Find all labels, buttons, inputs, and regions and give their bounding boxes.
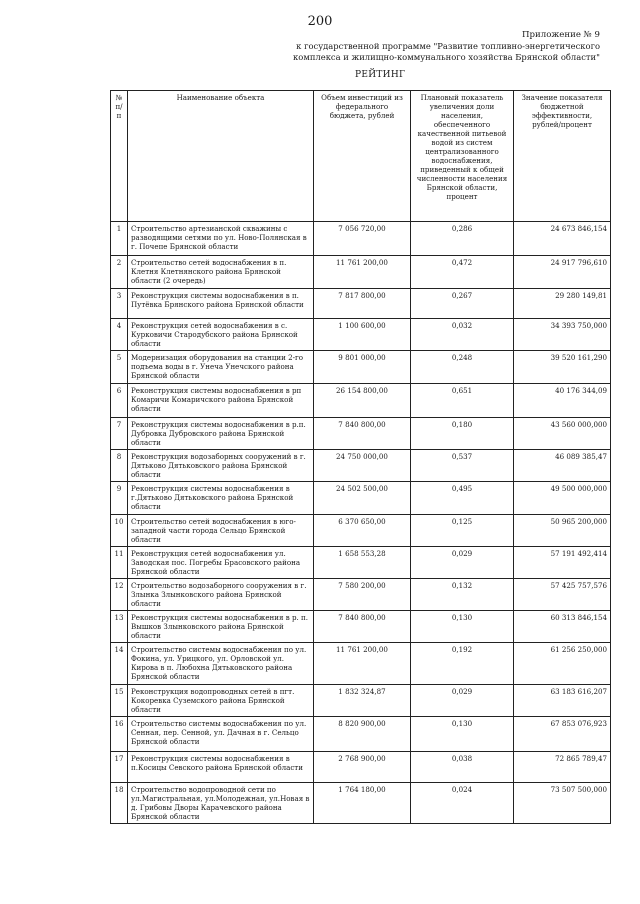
- efficiency-value: 40 176 344,09: [514, 384, 611, 418]
- investment-value: 6 370 650,00: [314, 515, 411, 547]
- object-name: Реконструкция системы водоснабжения в п. Путёвка Брянского района Брянской области: [128, 289, 314, 319]
- share-value: 0,267: [411, 289, 514, 319]
- efficiency-value: 73 507 500,000: [514, 783, 611, 824]
- share-value: 0,180: [411, 418, 514, 450]
- row-number: 8: [111, 450, 128, 482]
- object-name: Реконструкция сетей водоснабжения в с. Курковичи Стародубского района Брянской области: [128, 319, 314, 351]
- efficiency-value: 49 500 000,000: [514, 482, 611, 515]
- object-name: Строительство сетей водоснабжения в юго-западной части города Сельцо Брянской области: [128, 515, 314, 547]
- table-body: [111, 222, 611, 824]
- object-name: Реконструкция сетей водоснабжения ул. Заводская пос. Погребы Брасовского района Брянской области: [128, 547, 314, 579]
- row-number: 1: [111, 222, 128, 256]
- rating-table: [110, 90, 611, 824]
- row-number: 12: [111, 579, 128, 611]
- table-row: [111, 685, 611, 717]
- investment-value: 7 817 800,00: [314, 289, 411, 319]
- efficiency-value: 67 853 076,923: [514, 717, 611, 752]
- table-row: [111, 450, 611, 482]
- appendix-note: [293, 30, 600, 63]
- efficiency-value: 43 560 000,000: [514, 418, 611, 450]
- object-name: Реконструкция водозаборных сооружений в г. Дятьково Дятьковского района Брянской области: [128, 450, 314, 482]
- efficiency-value: 60 313 846,154: [514, 611, 611, 643]
- share-value: 0,032: [411, 319, 514, 351]
- efficiency-value: 57 191 492,414: [514, 547, 611, 579]
- investment-value: 7 580 200,00: [314, 579, 411, 611]
- share-value: 0,038: [411, 752, 514, 783]
- document-title: РЕЙТИНГ: [355, 70, 406, 80]
- row-number: 7: [111, 418, 128, 450]
- object-name: Строительство системы водоснабжения по ул. Сенная, пер. Сенной, ул. Дачная в г. Сельцо Брянской области: [128, 717, 314, 752]
- row-number: 4: [111, 319, 128, 351]
- share-value: 0,472: [411, 256, 514, 289]
- share-value: 0,286: [411, 222, 514, 256]
- share-value: 0,651: [411, 384, 514, 418]
- table-header-row: [111, 91, 611, 222]
- header-investment: Объем инвестиций из федерального бюджета, рублей: [314, 91, 411, 222]
- object-name: Модернизация оборудования на станции 2-го подъема воды в г. Унеча Унечского района Брянской области: [128, 351, 314, 384]
- investment-value: 7 840 800,00: [314, 418, 411, 450]
- share-value: 0,192: [411, 643, 514, 685]
- efficiency-value: 61 256 250,000: [514, 643, 611, 685]
- object-name: Строительство системы водоснабжения по ул. Фокина, ул. Урицкого, ул. Орловской ул. Кирова в п. Любохна Дятьковского района Брянской области: [128, 643, 314, 685]
- share-value: 0,248: [411, 351, 514, 384]
- investment-value: 2 768 900,00: [314, 752, 411, 783]
- efficiency-value: 24 917 796,610: [514, 256, 611, 289]
- object-name: Реконструкция системы водоснабжения в г.Дятьково Дятьковского района Брянской области: [128, 482, 314, 515]
- efficiency-value: 57 425 757,576: [514, 579, 611, 611]
- object-name: Реконструкция системы водоснабжения в п.Косицы Севского района Брянской области: [128, 752, 314, 783]
- investment-value: 11 761 200,00: [314, 643, 411, 685]
- share-value: 0,130: [411, 611, 514, 643]
- table-row: [111, 289, 611, 319]
- investment-value: 24 750 000,00: [314, 450, 411, 482]
- share-value: 0,132: [411, 579, 514, 611]
- investment-value: 1 764 180,00: [314, 783, 411, 824]
- row-number: 10: [111, 515, 128, 547]
- investment-value: 7 840 800,00: [314, 611, 411, 643]
- header-object: Наименование объекта: [128, 91, 314, 222]
- row-number: 5: [111, 351, 128, 384]
- investment-value: 7 056 720,00: [314, 222, 411, 256]
- appendix-line: комплекса и жилищно-коммунального хозяйства Брянской области": [293, 52, 600, 62]
- table-row: [111, 611, 611, 643]
- table-row: [111, 319, 611, 351]
- object-name: Строительство водопроводной сети по ул.Магистральная, ул.Молодежная, ул.Новая в д. Грибовы Дворы Карачевского района Брянской области: [128, 783, 314, 824]
- row-number: 3: [111, 289, 128, 319]
- investment-value: 8 820 900,00: [314, 717, 411, 752]
- table-row: [111, 515, 611, 547]
- page-number: 200: [307, 14, 333, 29]
- object-name: Реконструкция системы водоснабжения в р.п. Дубровка Дубровского района Брянской области: [128, 418, 314, 450]
- share-value: 0,130: [411, 717, 514, 752]
- appendix-line: к государственной программе "Развитие топливно-энергетического: [296, 41, 600, 51]
- share-value: 0,029: [411, 685, 514, 717]
- appendix-title: Приложение № 9: [522, 30, 600, 40]
- table-row: [111, 783, 611, 824]
- object-name: Строительство сетей водоснабжения в п. Клетня Клетнянского района Брянской области (2 очередь): [128, 256, 314, 289]
- investment-value: 9 801 000,00: [314, 351, 411, 384]
- table-row: [111, 579, 611, 611]
- table-row: [111, 643, 611, 685]
- table-row: [111, 351, 611, 384]
- table-row: [111, 256, 611, 289]
- header-efficiency: Значение показателя бюджетной эффективности, рублей/процент: [514, 91, 611, 222]
- table-row: [111, 418, 611, 450]
- table-row: [111, 752, 611, 783]
- investment-value: 1 832 324,87: [314, 685, 411, 717]
- object-name: Строительство артезианской скважины с разводящими сетями по ул. Ново-Полянская в г. Почепе Брянской области: [128, 222, 314, 256]
- row-number: 11: [111, 547, 128, 579]
- efficiency-value: 34 393 750,000: [514, 319, 611, 351]
- object-name: Строительство водозаборного сооружения в г. Злынка Злынковского района Брянской области: [128, 579, 314, 611]
- efficiency-value: 50 965 200,000: [514, 515, 611, 547]
- row-number: 16: [111, 717, 128, 752]
- share-value: 0,495: [411, 482, 514, 515]
- table-row: [111, 384, 611, 418]
- share-value: 0,029: [411, 547, 514, 579]
- investment-value: 1 658 553,28: [314, 547, 411, 579]
- efficiency-value: 72 865 789,47: [514, 752, 611, 783]
- row-number: 18: [111, 783, 128, 824]
- header-num: № п/п: [111, 91, 128, 222]
- investment-value: 11 761 200,00: [314, 256, 411, 289]
- share-value: 0,024: [411, 783, 514, 824]
- object-name: Реконструкция системы водоснабжения в рп Комаричи Комаричского района Брянской области: [128, 384, 314, 418]
- table-row: [111, 547, 611, 579]
- row-number: 9: [111, 482, 128, 515]
- table-row: [111, 482, 611, 515]
- row-number: 15: [111, 685, 128, 717]
- object-name: Реконструкция системы водоснабжения в р. п. Вышков Злынковского района Брянской области: [128, 611, 314, 643]
- investment-value: 1 100 600,00: [314, 319, 411, 351]
- table-row: [111, 222, 611, 256]
- efficiency-value: 24 673 846,154: [514, 222, 611, 256]
- investment-value: 24 502 500,00: [314, 482, 411, 515]
- share-value: 0,537: [411, 450, 514, 482]
- header-share: Плановый показатель увеличения доли населения, обеспеченного качественной питьевой водой из систем централизованного водоснабжения, приведенный к общей численности населения Брянской области, процент: [411, 91, 514, 222]
- row-number: 17: [111, 752, 128, 783]
- row-number: 6: [111, 384, 128, 418]
- efficiency-value: 63 183 616,207: [514, 685, 611, 717]
- table-row: [111, 717, 611, 752]
- row-number: 14: [111, 643, 128, 685]
- share-value: 0,125: [411, 515, 514, 547]
- investment-value: 26 154 800,00: [314, 384, 411, 418]
- efficiency-value: 46 089 385,47: [514, 450, 611, 482]
- row-number: 2: [111, 256, 128, 289]
- efficiency-value: 29 280 149,81: [514, 289, 611, 319]
- row-number: 13: [111, 611, 128, 643]
- object-name: Реконструкция водопроводных сетей в пгт. Кокоревка Суземского района Брянской области: [128, 685, 314, 717]
- efficiency-value: 39 520 161,290: [514, 351, 611, 384]
